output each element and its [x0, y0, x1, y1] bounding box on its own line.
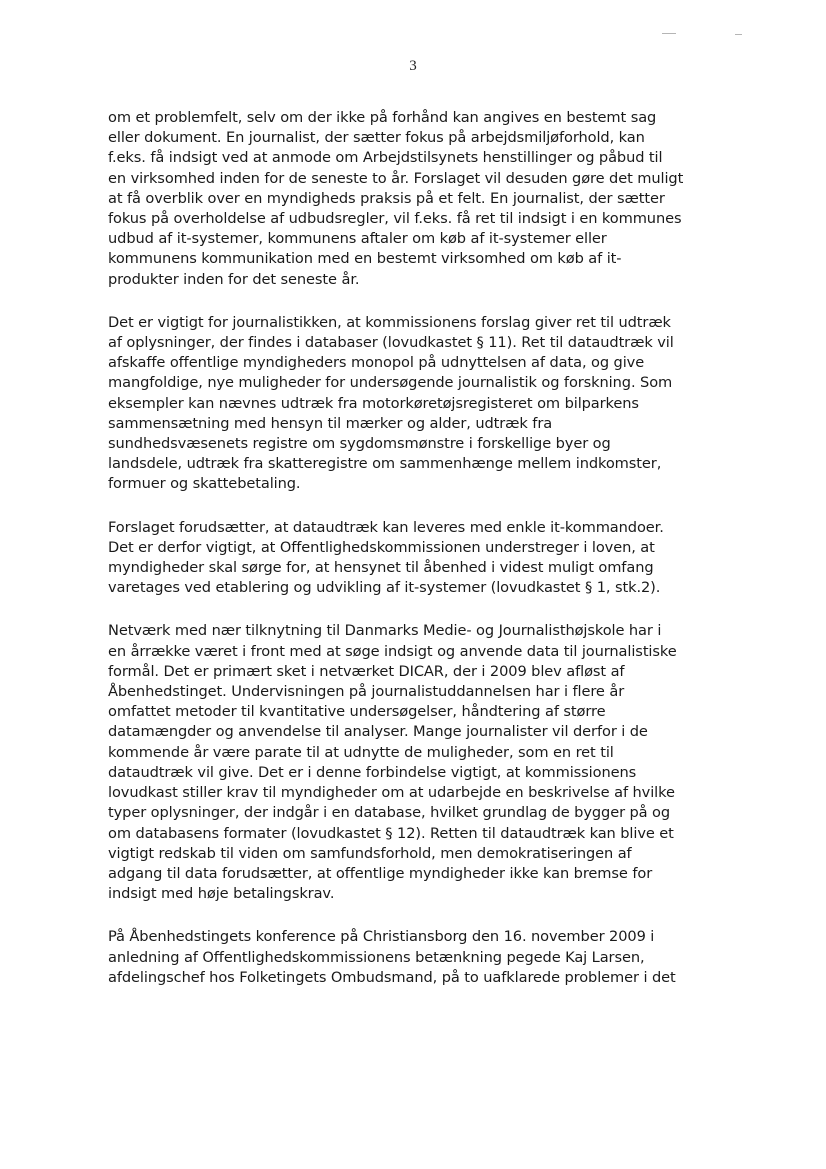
text-line: omfattet metoder til kvantitative undersøgelser, håndtering af større — [108, 703, 606, 721]
scan-artifact — [735, 34, 742, 35]
paragraph — [108, 313, 708, 495]
text-line: om et problemfelt, selv om der ikke på forhånd kan angives en bestemt sag — [108, 109, 657, 126]
paragraph — [108, 108, 708, 290]
body-text — [108, 108, 708, 1011]
text-line: lovudkast stiller krav til myndigheder om at udarbejde en beskrivelse af hvilke — [108, 784, 675, 802]
text-line: vigtigt redskab til viden om samfundsforhold, men demokratiseringen af — [108, 844, 632, 862]
text-line: På Åbenhedstingets konference på Christiansborg den 16. november 2009 i — [108, 928, 655, 946]
text-line: eksempler kan nævnes udtræk fra motorkøretøjsregisteret om bilparkens — [108, 394, 639, 412]
page-number: 3 — [409, 58, 417, 74]
text-line: sammensætning med hensyn til mærker og alder, udtræk fra — [108, 414, 553, 432]
text-line: varetages ved etablering og udvikling af it-systemer (lovudkastet § 1, stk.2). — [108, 579, 661, 597]
text-line: at få overblik over en myndigheds praksis på et felt. En journalist, der sætter — [108, 189, 665, 207]
text-line: datamængder og anvendelse til analyser. Mange journalister vil derfor i de — [108, 723, 648, 741]
text-line: kommende år være parate til at udnytte de muligheder, som en ret til — [108, 743, 614, 761]
text-line: sundhedsvæsenets registre om sygdomsmønstre i forskellige byer og — [108, 435, 611, 453]
text-line: Forslaget forudsætter, at dataudtræk kan leveres med enkle it-kommandoer. — [108, 518, 664, 536]
text-line: myndigheder skal sørge for, at hensynet til åbenhed i videst muligt omfang — [108, 559, 654, 577]
text-line: anledning af Offentlighedskommissionens betænkning pegede Kaj Larsen, — [108, 948, 645, 966]
paragraph — [108, 621, 708, 904]
paragraph — [108, 518, 708, 599]
text-line: en virksomhed inden for de seneste to år. Forslaget vil desuden gøre det muligt — [108, 169, 684, 187]
scan-artifact — [662, 33, 676, 34]
text-line: Det er vigtigt for journalistikken, at kommissionens forslag giver ret til udtræk — [108, 313, 671, 331]
text-line: indsigt med høje betalingskrav. — [108, 885, 335, 903]
text-line: f.eks. få indsigt ved at anmode om Arbejdstilsynets henstillinger og påbud til — [108, 149, 663, 167]
text-line: dataudtræk vil give. Det er i denne forbindelse vigtigt, at kommissionens — [108, 763, 637, 781]
text-line: fokus på overholdelse af udbudsregler, vil f.eks. få ret til indsigt i en kommunes — [108, 210, 682, 228]
text-line: kommunens kommunikation med en bestemt virksomhed om køb af it- — [108, 250, 622, 268]
text-line: eller dokument. En journalist, der sætter fokus på arbejdsmiljøforhold, kan — [108, 129, 645, 147]
paragraph — [108, 927, 708, 988]
text-line: om databasens formater (lovudkastet § 12). Retten til dataudtræk kan blive et — [108, 824, 674, 842]
text-line: Det er derfor vigtigt, at Offentlighedskommissionen understreger i loven, at — [108, 538, 655, 556]
text-line: afdelingschef hos Folketingets Ombudsmand, på to uafklarede problemer i det — [108, 968, 676, 986]
text-line: mangfoldige, nye muligheder for undersøgende journalistik og forskning. Som — [108, 374, 673, 392]
text-line: formuer og skattebetaling. — [108, 475, 301, 493]
text-line: Netværk med nær tilknytning til Danmarks Medie- og Journalisthøjskole har i — [108, 622, 662, 640]
text-line: afskaffe offentlige myndigheders monopol på udnyttelsen af data, og give — [108, 354, 645, 372]
text-line: Åbenhedstinget. Undervisningen på journalistuddannelsen har i flere år — [108, 683, 625, 701]
text-line: af oplysninger, der findes i databaser (lovudkastet § 11). Ret til dataudtræk vil — [108, 334, 674, 352]
text-line: typer oplysninger, der indgår i en database, hvilket grundlag de bygger på og — [108, 804, 671, 822]
text-line: landsdele, udtræk fra skatteregistre om sammenhænge mellem indkomster, — [108, 455, 662, 473]
text-line: en årrække været i front med at søge indsigt og anvende data til journalistiske — [108, 642, 677, 660]
text-line: produkter inden for det seneste år. — [108, 270, 360, 288]
text-line: formål. Det er primært sket i netværket DICAR, der i 2009 blev afløst af — [108, 662, 625, 680]
text-line: udbud af it-systemer, kommunens aftaler om køb af it-systemer eller — [108, 230, 607, 248]
text-line: adgang til data forudsætter, at offentlige myndigheder ikke kan bremse for — [108, 864, 653, 882]
